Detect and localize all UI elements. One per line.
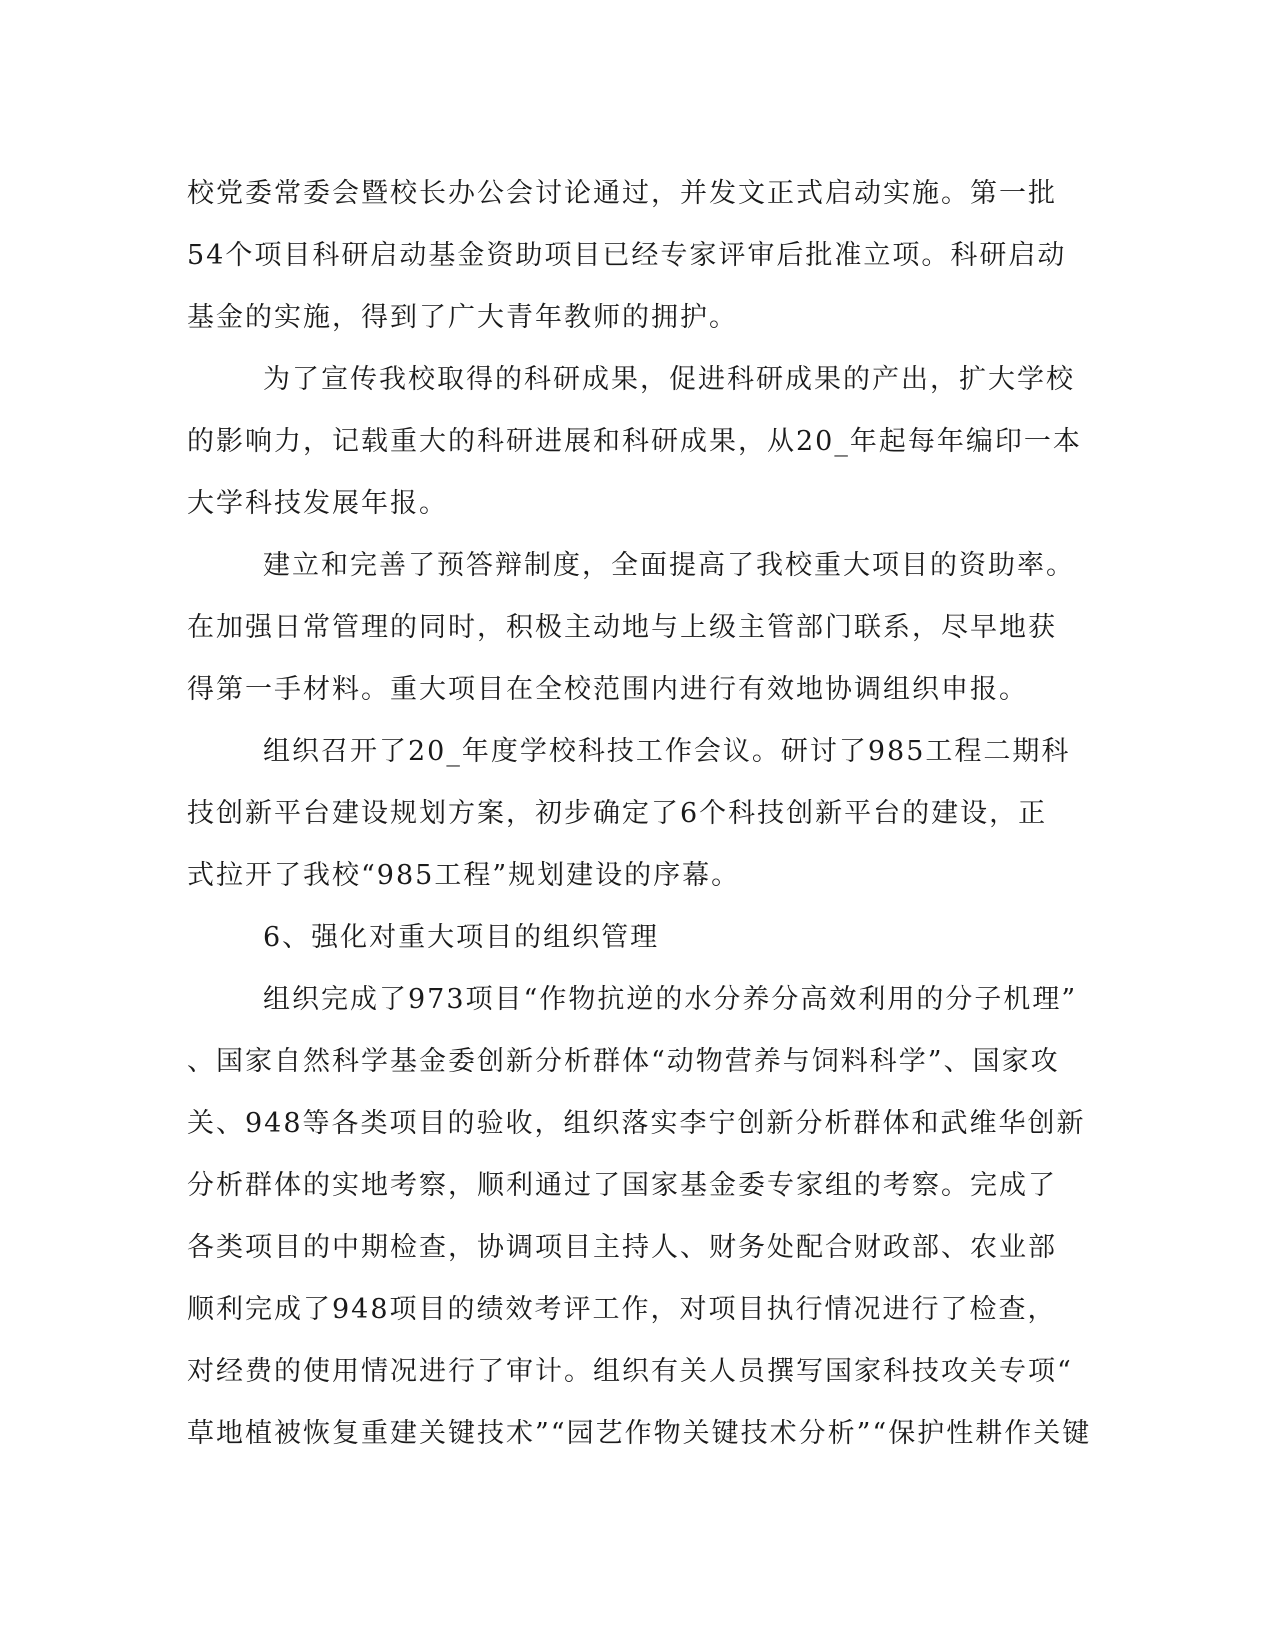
paragraph-first-line: 建立和完善了预答辩制度，全面提高了我校重大项目的资助率。 [263,550,1075,581]
text-line: 校党委常委会暨校长办公会讨论通过，并发文正式启动实施。第一批 [187,178,1057,209]
text-line: 基金的实施，得到了广大青年教师的拥护。 [187,302,738,333]
text-line: 各类项目的中期检查，协调项目主持人、财务处配合财政部、农业部 [187,1232,1057,1263]
paragraph-first-line: 为了宣传我校取得的科研成果，促进科研成果的产出，扩大学校 [263,364,1075,395]
text-line: 式拉开了我校“985工程”规划建设的序幕。 [187,860,741,891]
text-line: 大学科技发展年报。 [187,488,448,519]
text-line: 分析群体的实地考察，顺利通过了国家基金委专家组的考察。完成了 [187,1170,1057,1201]
text-line: 的影响力，记载重大的科研进展和科研成果，从20_年起每年编印一本 [187,426,1082,457]
text-line: 顺利完成了948项目的绩效考评工作，对项目执行情况进行了检查， [187,1294,1057,1325]
text-line: 、国家自然科学基金委创新分析群体“动物营养与饲料科学”、国家攻 [187,1046,1060,1077]
document-body [187,163,1092,1465]
text-line: 草地植被恢复重建关键技术”“园艺作物关键技术分析”“保护性耕作关键 [187,1418,1092,1449]
text-line: 关、948等各类项目的验收，组织落实李宁创新分析群体和武维华创新 [187,1108,1086,1139]
section-heading: 6、强化对重大项目的组织管理 [263,922,660,953]
text-line: 得第一手材料。重大项目在全校范围内进行有效地协调组织申报。 [187,674,1028,705]
paragraph-first-line: 组织完成了973项目“作物抗逆的水分养分高效利用的分子机理” [263,984,1078,1015]
paragraph-first-line: 组织召开了20_年度学校科技工作会议。研讨了985工程二期科 [263,736,1071,767]
text-line: 54个项目科研启动基金资助项目已经专家评审后批准立项。科研启动 [187,240,1067,271]
text-line: 对经费的使用情况进行了审计。组织有关人员撰写国家科技攻关专项“ [187,1356,1073,1387]
text-line: 在加强日常管理的同时，积极主动地与上级主管部门联系，尽早地获 [187,612,1057,643]
text-line: 技创新平台建设规划方案，初步确定了6个科技创新平台的建设，正 [187,798,1048,829]
